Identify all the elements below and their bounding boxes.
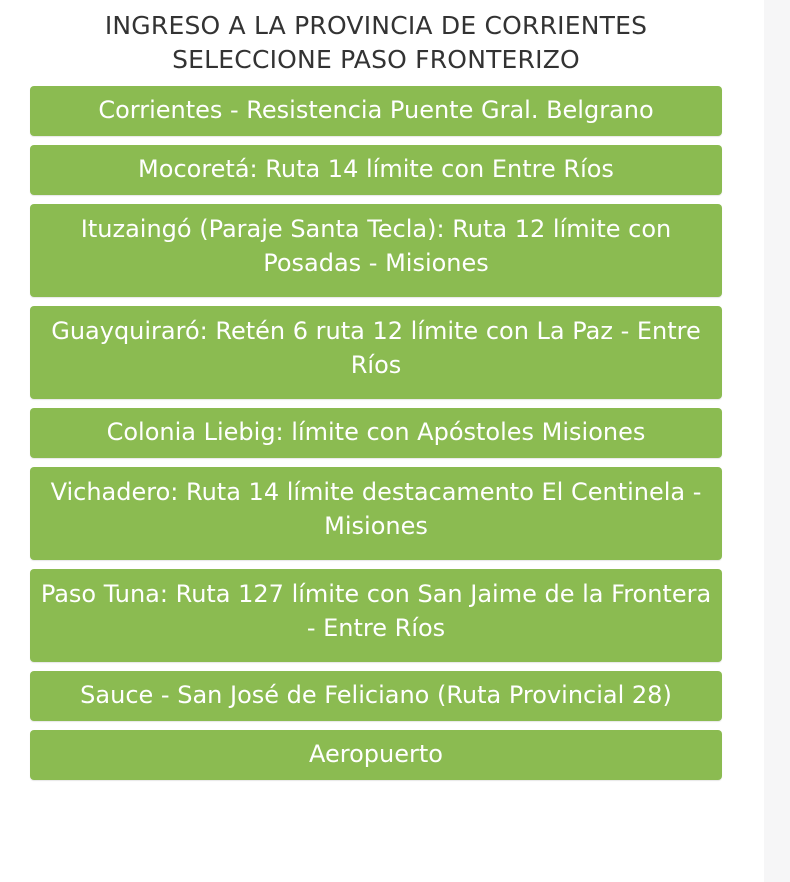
paso-button-corrientes-resistencia[interactable] (30, 86, 722, 136)
title-line-1: INGRESO A LA PROVINCIA DE CORRIENTES (104, 11, 648, 40)
paso-button-label: Corrientes - Resistencia Puente Gral. Belgrano (98, 96, 654, 124)
paso-button-sauce[interactable] (30, 671, 722, 721)
paso-button-label: Vichadero: Ruta 14 límite destacamento El Centinela - Misiones (50, 478, 702, 540)
paso-list (30, 86, 722, 780)
paso-button-ituzaingo[interactable] (30, 204, 722, 297)
paso-button-aeropuerto[interactable] (30, 730, 722, 780)
title-line-2: SELECCIONE PASO FRONTERIZO (172, 45, 580, 74)
paso-button-label: Aeropuerto (309, 740, 443, 768)
paso-button-label: Colonia Liebig: límite con Apóstoles Misiones (106, 418, 646, 446)
paso-button-label: Sauce - San José de Feliciano (Ruta Provincial 28) (80, 681, 672, 709)
paso-button-label: Mocoretá: Ruta 14 límite con Entre Ríos (138, 155, 614, 183)
paso-button-label: Paso Tuna: Ruta 127 límite con San Jaime de la Frontera - Entre Ríos (40, 580, 712, 642)
paso-button-colonia-liebig[interactable] (30, 408, 722, 458)
paso-button-guayquiraro[interactable] (30, 306, 722, 399)
paso-selector (30, 0, 722, 780)
paso-button-vichadero[interactable] (30, 467, 722, 560)
page-title (30, 0, 722, 77)
paso-button-label: Guayquiraró: Retén 6 ruta 12 límite con La Paz - Entre Ríos (51, 317, 701, 379)
paso-button-mocoreta[interactable] (30, 145, 722, 195)
paso-button-paso-tuna[interactable] (30, 569, 722, 662)
page-side-band (764, 0, 790, 882)
paso-button-label: Ituzaingó (Paraje Santa Tecla): Ruta 12 límite con Posadas - Misiones (80, 215, 672, 277)
